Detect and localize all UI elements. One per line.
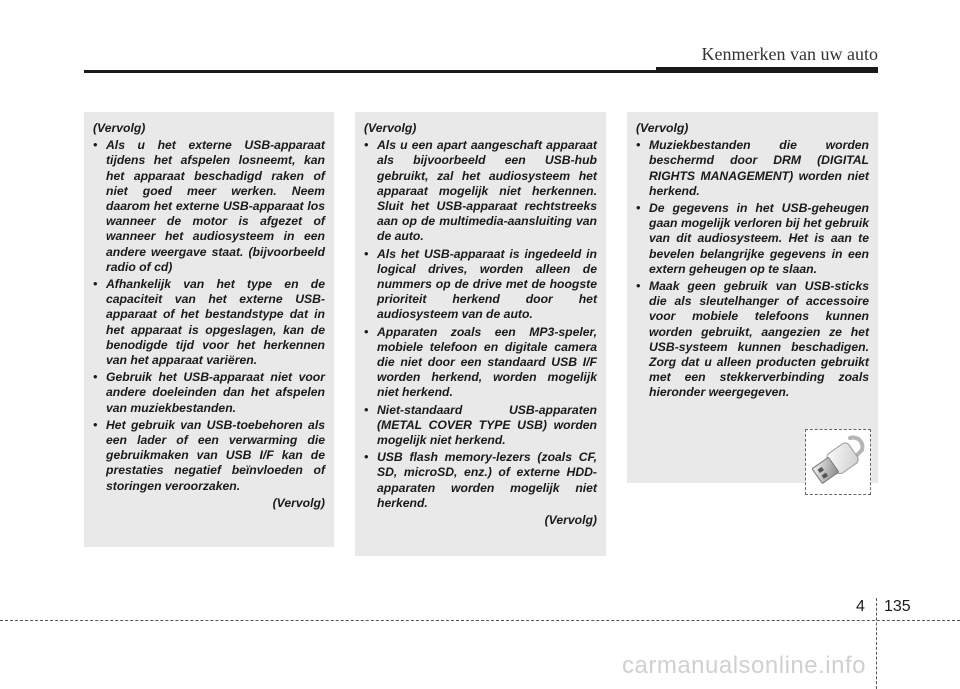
- caution-box-1: [84, 112, 334, 547]
- list-item: • Gebruik het USB-apparaat niet voor andere doeleinden dan het afspelen van muziekbestanden.: [93, 370, 325, 415]
- usb-plug-icon: [806, 430, 870, 494]
- continued-label-end: (Vervolg): [272, 495, 325, 510]
- bullet-icon: •: [636, 138, 641, 153]
- list-item: • Niet-standaard USB-apparaten (METAL COVER TYPE USB) worden mogelijk niet herkend.: [364, 402, 597, 448]
- list-item: • Als u het externe USB-apparaat tijdens het afspelen losneemt, kan het apparaat beschadigd raken of niet goed meer werken. Neem daarom het externe USB-apparaat los wanneer de motor is afgezet of wanneer het audiosysteem in een andere weergave staat. (bijvoorbeeld radio of cd): [93, 138, 325, 274]
- list-item: • De gegevens in het USB-geheugen gaan mogelijk verloren bij het gebruik van dit audiosysteem. Het is aan te bevelen belangrijke gegevens in een extern geheugen op te slaan.: [636, 201, 869, 276]
- continued-label-start: (Vervolg): [636, 121, 689, 135]
- bullet-list: [636, 138, 869, 400]
- list-item: • Het gebruik van USB-toebehoren als een lader of een verwarming die gebruikmaken van USB I/F kan de prestaties negatief beïnvloeden of storingen veroorzaken.: [93, 417, 325, 493]
- caution-box-3: [627, 112, 878, 483]
- continued-label-start: (Vervolg): [93, 121, 146, 135]
- list-item: • Als het USB-apparaat is ingedeeld in logical drives, worden alleen de nummers op de drive met de hoogste prioriteit herkend door het audiosysteem van de auto.: [364, 246, 597, 322]
- continued-label-start: (Vervolg): [364, 121, 417, 135]
- page-number: 135: [884, 598, 911, 615]
- header-rule-accent: [656, 67, 878, 72]
- usb-stick-image: [805, 429, 871, 495]
- list-item: • Maak geen gebruik van USB-sticks die als sleutelhanger of accessoire voor mobiele telefoons kunnen worden gebruikt, aangezien ze het USB-systeem kunnen beschadigen. Zorg dat u alleen producten gebruikt met een stekkerverbinding zoals hieronder weergegeven.: [636, 279, 869, 400]
- list-item: • Afhankelijk van het type en de capaciteit van het externe USB-apparaat of het bestandstype dat in het apparaat is opgeslagen, kan de benodigde tijd voor het herkennen van het apparaat variëren.: [93, 277, 325, 368]
- watermark: carmanualsonline.info: [622, 652, 866, 679]
- chapter-number: 4: [856, 598, 865, 615]
- bullet-icon: •: [93, 277, 98, 292]
- bullet-list: [364, 138, 597, 511]
- bullet-list: [93, 138, 325, 494]
- bullet-icon: •: [364, 246, 369, 261]
- bullet-icon: •: [364, 402, 369, 417]
- list-item: • USB flash memory-lezers (zoals CF, SD, microSD, enz.) of externe HDD-apparaten worden mogelijk niet herkend.: [364, 450, 597, 510]
- list-item: • Muziekbestanden die worden beschermd door DRM (DIGITAL RIGHTS MANAGEMENT) worden niet herkend.: [636, 138, 869, 198]
- bullet-icon: •: [636, 201, 641, 216]
- bullet-icon: •: [93, 370, 98, 385]
- footer-rule: [0, 620, 960, 621]
- bullet-icon: •: [636, 279, 641, 294]
- list-item: • Als u een apart aangeschaft apparaat als bijvoorbeeld een USB-hub gebruikt, zal het audiosysteem het apparaat mogelijk niet herkennen. Sluit het USB-apparaat rechtstreeks aan op de multimedia-aansluiting van de auto.: [364, 138, 597, 244]
- list-item: • Apparaten zoals een MP3-speler, mobiele telefoon en digitale camera die niet door een standaard USB I/F worden herkend, worden mogelijk niet herkend.: [364, 324, 597, 400]
- continued-label-end: (Vervolg): [544, 513, 597, 528]
- bullet-icon: •: [93, 138, 98, 153]
- section-title: Kenmerken van uw auto: [701, 44, 878, 64]
- bullet-icon: •: [364, 324, 369, 339]
- bullet-icon: •: [364, 138, 369, 153]
- bullet-icon: •: [93, 417, 98, 432]
- caution-box-2: [355, 112, 606, 556]
- footer-divider: [876, 598, 877, 689]
- bullet-icon: •: [364, 450, 369, 465]
